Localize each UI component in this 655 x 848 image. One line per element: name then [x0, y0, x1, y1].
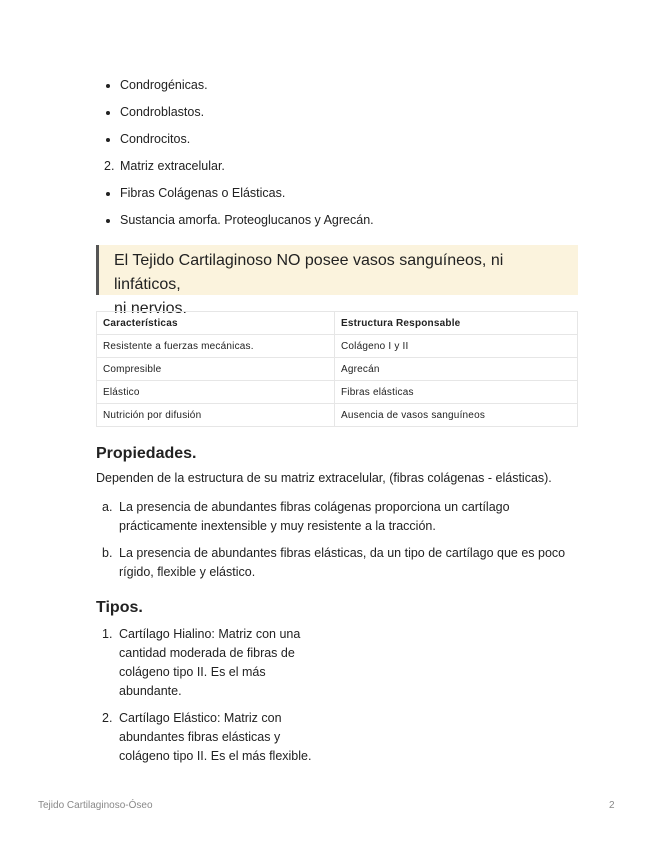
table-cell: Elástico — [97, 381, 335, 404]
list-marker: 2. — [104, 159, 115, 173]
list-marker: 2. — [102, 711, 113, 725]
list-item — [96, 498, 586, 536]
numbered-item-2 — [104, 157, 225, 184]
list-item — [96, 709, 336, 766]
properties-table — [96, 311, 578, 427]
table-row — [97, 404, 578, 427]
list-item: Condrocitos. — [104, 130, 208, 157]
list-item-line: abundante. — [119, 684, 182, 698]
propiedades-intro: Dependen de la estructura de su matriz extracelular, (fibras colágenas - elásticas). — [96, 471, 552, 485]
list-item — [96, 625, 336, 701]
list-marker: b. — [102, 546, 113, 560]
table-row — [97, 381, 578, 404]
list-item-line: La presencia de abundantes fibras colágenas proporciona un cartílago — [119, 500, 510, 514]
list-item-line: La presencia de abundantes fibras elásticas, da un tipo de cartílago que es poco — [119, 546, 566, 560]
list-item-line: abundantes fibras elásticas y — [119, 730, 281, 744]
list-item-line: Cartílago Hialino: Matriz con una — [119, 627, 301, 641]
table-cell: Ausencia de vasos sanguíneos — [335, 404, 578, 427]
matrix-components-list — [104, 184, 374, 238]
table-header-row — [97, 312, 578, 335]
table-cell: Nutrición por difusión — [97, 404, 335, 427]
list-item-text: Matriz extracelular. — [120, 159, 225, 173]
callout-note — [96, 245, 578, 317]
list-marker: 1. — [102, 627, 113, 641]
list-item-line: Cartílago Elástico: Matriz con — [119, 711, 282, 725]
list-item: Sustancia amorfa. Proteoglucanos y Agrecán. — [104, 211, 374, 238]
table-header-cell: Características — [97, 312, 335, 335]
list-item-line: cantidad moderada de fibras de — [119, 646, 295, 660]
callout-line: ni nervios. — [114, 300, 187, 317]
table-row — [97, 358, 578, 381]
callout-line: El Tejido Cartilaginoso NO posee vasos sanguíneos, ni linfáticos, — [114, 252, 504, 293]
list-marker: a. — [102, 500, 113, 514]
table-cell: Fibras elásticas — [335, 381, 578, 404]
section-heading-tipos: Tipos. — [96, 599, 143, 616]
table-cell: Colágeno I y II — [335, 335, 578, 358]
list-item-line: prácticamente inextensible y muy resistente a la tracción. — [119, 519, 436, 533]
table-header-cell: Estructura Responsable — [335, 312, 578, 335]
list-item-line: colágeno tipo II. Es el más — [119, 665, 266, 679]
table-cell: Resistente a fuerzas mecánicas. — [97, 335, 335, 358]
footer-title: Tejido Cartilaginoso-Óseo — [38, 800, 153, 811]
cell-types-list — [104, 76, 208, 157]
table-cell: Compresible — [97, 358, 335, 381]
list-item-line: rígido, flexible y elástico. — [119, 565, 256, 579]
list-item-line: colágeno tipo II. Es el más flexible. — [119, 749, 312, 763]
list-item: Condrogénicas. — [104, 76, 208, 103]
table-row — [97, 335, 578, 358]
list-item — [96, 544, 586, 582]
list-item: Fibras Colágenas o Elásticas. — [104, 184, 374, 211]
table-cell: Agrecán — [335, 358, 578, 381]
page-number: 2 — [609, 800, 615, 811]
list-item: Condroblastos. — [104, 103, 208, 130]
section-heading-propiedades: Propiedades. — [96, 445, 197, 462]
